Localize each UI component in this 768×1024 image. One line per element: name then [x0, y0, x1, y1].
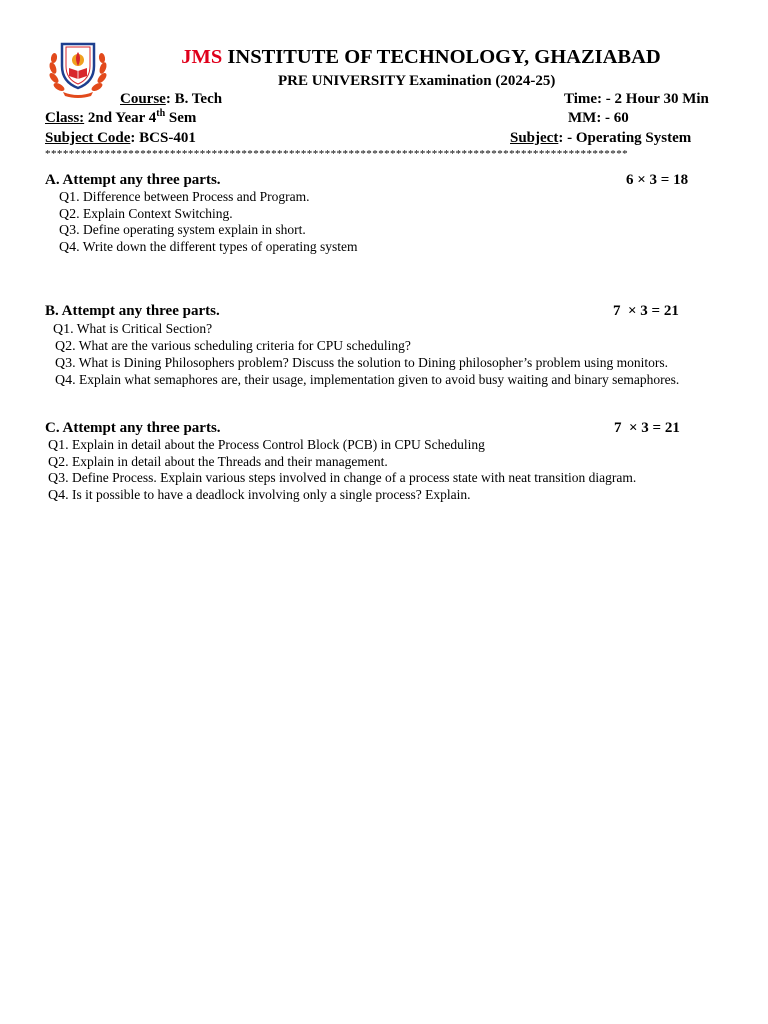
question-text: Explain Context Switching. [83, 206, 233, 221]
section-b-marks: 7 × 3 = 21 [613, 303, 679, 319]
time-info: Time: - 2 Hour 30 Min [564, 91, 709, 107]
section-b-heading: B. Attempt any three parts. [45, 303, 220, 319]
subject-code-label: Subject Code [45, 130, 131, 146]
question-a1 [59, 189, 310, 206]
question-text: Explain in detail about the Process Control Block (PCB) in CPU Scheduling [72, 437, 485, 452]
star-divider: ************************************************************************************************** [45, 148, 629, 160]
question-a3 [59, 222, 306, 239]
question-number: Q2. [48, 455, 69, 470]
course-label: Course [120, 91, 166, 107]
question-text: Explain in detail about the Threads and their management. [72, 454, 388, 469]
class-sem: Sem [165, 110, 197, 126]
question-c3 [48, 470, 636, 487]
section-c-marks: 7 × 3 = 21 [614, 420, 680, 436]
question-c1 [48, 437, 485, 454]
class-label: Class: [45, 110, 85, 126]
question-a2 [59, 206, 233, 223]
question-text: Define Process. Explain various steps involved in change of a process state with neat transition diagram. [72, 470, 637, 485]
question-text: What is Dining Philosophers problem? Discuss the solution to Dining philosopher’s problem using monitors. [78, 355, 668, 370]
institute-name: INSTITUTE OF TECHNOLOGY, GHAZIABAD [222, 46, 661, 68]
question-number: Q3. [48, 471, 69, 486]
class-sup: th [156, 108, 166, 119]
course-value: : B. Tech [165, 91, 223, 107]
section-c-heading: C. Attempt any three parts. [45, 420, 221, 436]
question-text: Define operating system explain in short. [83, 222, 306, 237]
subject-label: Subject [510, 130, 559, 146]
exam-title: PRE UNIVERSITY Examination (2024-25) [278, 73, 556, 89]
question-b3 [55, 355, 668, 372]
max-marks: MM: - 60 [568, 110, 629, 126]
question-b2 [55, 338, 411, 355]
section-a-marks: 6 × 3 = 18 [626, 172, 689, 188]
institute-title [0, 46, 768, 69]
class-info [45, 110, 196, 127]
question-b1 [53, 321, 212, 338]
question-c2 [48, 454, 388, 471]
question-number: Q3. [55, 356, 76, 371]
question-number: Q3. [59, 223, 80, 238]
course-info [120, 91, 222, 108]
question-number: Q1. [59, 190, 80, 205]
question-c4 [48, 487, 471, 504]
question-number: Q1. [48, 438, 69, 453]
subject-value: : - Operating System [558, 130, 692, 146]
class-value: 2nd Year 4 [84, 110, 157, 126]
question-b4 [55, 372, 679, 389]
institute-prefix: JMS [181, 46, 223, 68]
question-text: Write down the different types of operating system [82, 239, 358, 254]
question-text: What are the various scheduling criteria for CPU scheduling? [78, 338, 411, 353]
question-number: Q4. [48, 488, 69, 503]
question-text: Explain what semaphores are, their usage, implementation given to avoid busy waiting and binary semaphores. [79, 372, 680, 387]
question-number: Q2. [59, 207, 80, 222]
question-number: Q1. [53, 322, 74, 337]
section-a-heading: A. Attempt any three parts. [45, 172, 221, 188]
question-number: Q4. [55, 373, 76, 388]
subject-code-value: : BCS-401 [130, 130, 196, 146]
subject-info [510, 130, 691, 147]
question-text: Difference between Process and Program. [83, 189, 310, 204]
question-text: What is Critical Section? [76, 321, 213, 336]
question-number: Q2. [55, 339, 76, 354]
subject-code-info [45, 130, 196, 147]
question-a4 [59, 239, 358, 256]
question-text: Is it possible to have a deadlock involving only a single process? Explain. [72, 487, 471, 502]
question-number: Q4. [59, 240, 80, 255]
